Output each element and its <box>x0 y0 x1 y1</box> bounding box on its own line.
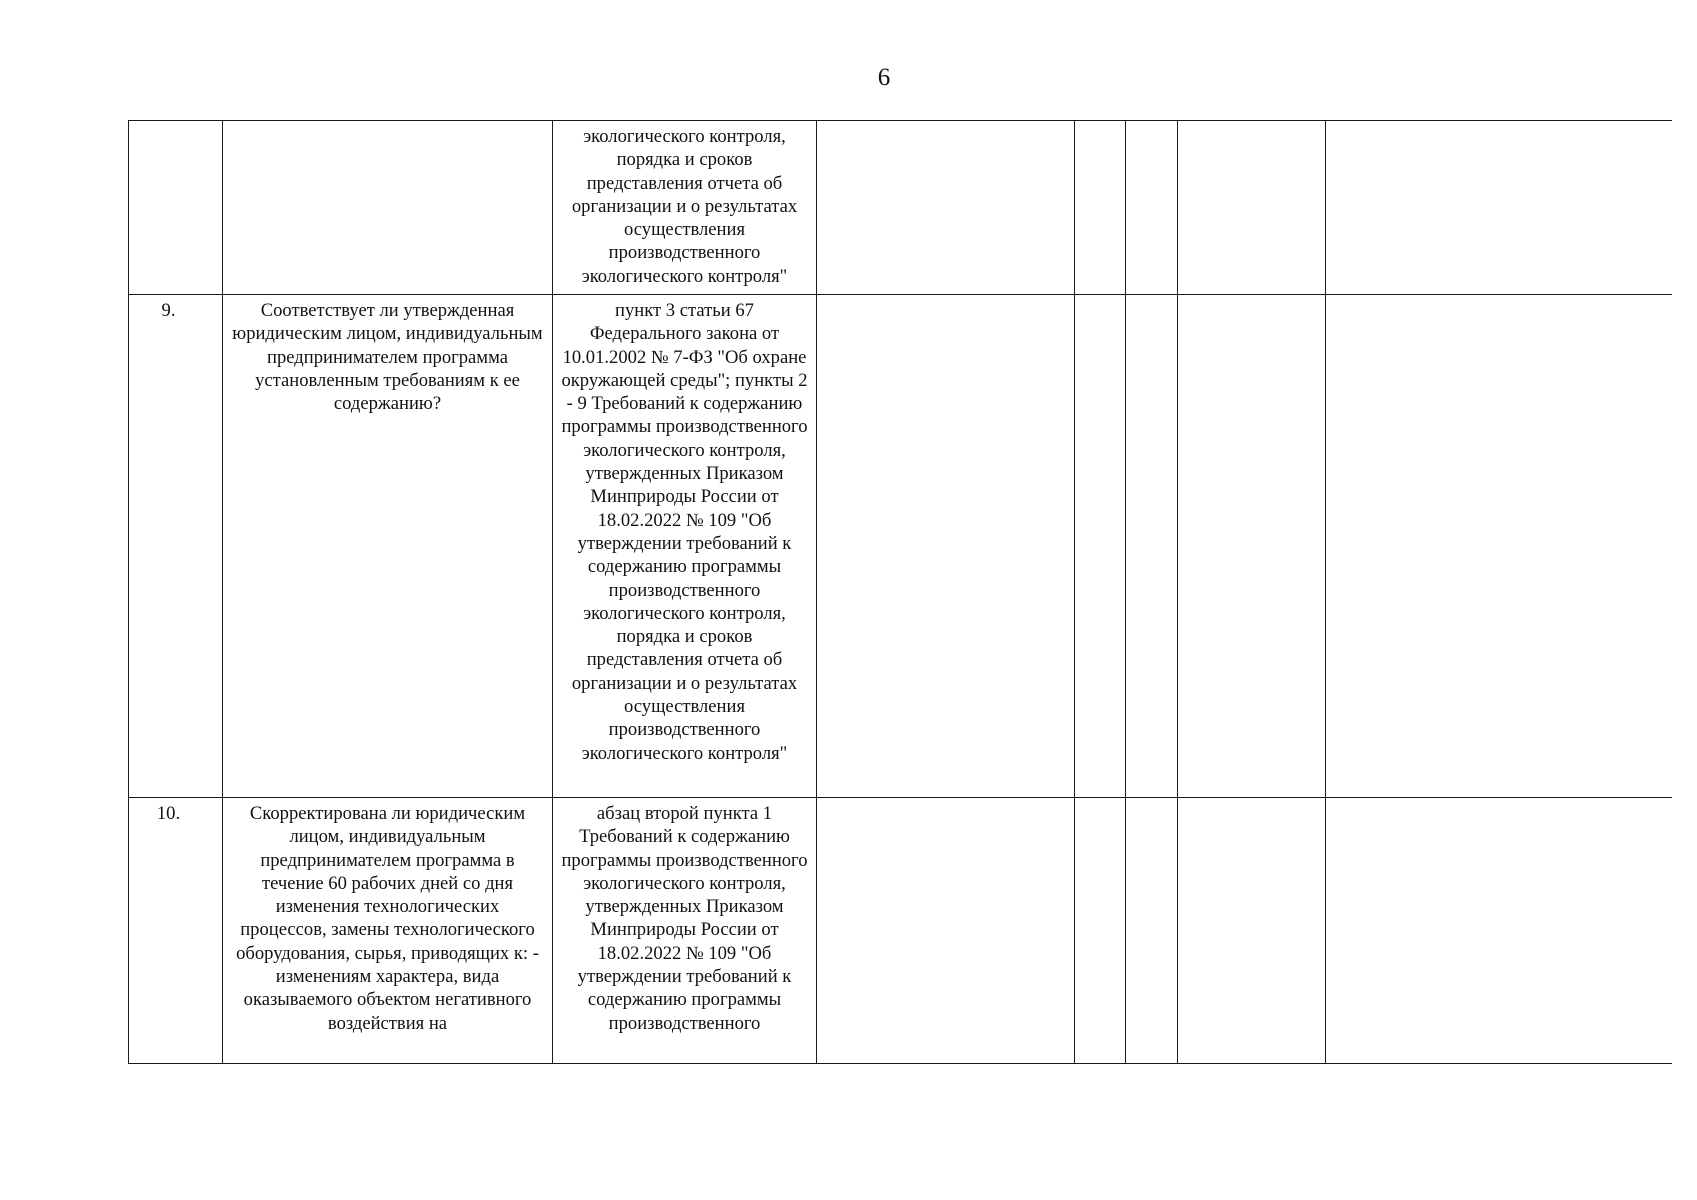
empty-cell <box>1178 121 1326 295</box>
empty-cell <box>1075 295 1126 798</box>
empty-cell <box>817 121 1075 295</box>
empty-cell <box>1326 121 1672 295</box>
empty-cell <box>1126 295 1178 798</box>
empty-cell <box>817 295 1075 798</box>
empty-cell <box>1075 121 1126 295</box>
empty-cell <box>1326 295 1672 798</box>
question-cell: Соответствует ли утвержденная юридическим лицом, индивидуальным предпринимателем программа установленным требованиям к ее содержанию? <box>223 295 553 798</box>
question-cell <box>223 121 553 295</box>
requirement-cell: абзац второй пункта 1 Требований к содержанию программы производственного экологического контроля, утвержденных Приказом Минприроды России от 18.02.2022 № 109 "Об утверждении требований к содержанию программы производственного <box>553 798 817 1064</box>
empty-cell <box>1126 121 1178 295</box>
empty-cell <box>1178 295 1326 798</box>
question-cell: Скорректирована ли юридическим лицом, индивидуальным предпринимателем программа в течение 60 рабочих дней со дня изменения технологических процессов, замены технологического оборудования, сырья, приводящих к: - изменениям характера, вида оказываемого объектом негативного воздействия на <box>223 798 553 1064</box>
requirement-cell: экологического контроля, порядка и сроков представления отчета об организации и о результатах осуществления производственного экологического контроля" <box>553 121 817 295</box>
table-row <box>129 798 1672 1064</box>
table-row <box>129 121 1672 295</box>
item-number-cell <box>129 121 223 295</box>
empty-cell <box>817 798 1075 1064</box>
empty-cell <box>1178 798 1326 1064</box>
table-row <box>129 295 1672 798</box>
empty-cell <box>1326 798 1672 1064</box>
checklist-table <box>128 120 1672 1064</box>
empty-cell <box>1126 798 1178 1064</box>
item-number-cell: 9. <box>129 295 223 798</box>
empty-cell <box>1075 798 1126 1064</box>
requirement-cell: пункт 3 статьи 67 Федерального закона от 10.01.2002 № 7-ФЗ "Об охране окружающей среды"; пункты 2 - 9 Требований к содержанию программы производственного экологического контроля, утвержденных Приказом Минприроды России от 18.02.2022 № 109 "Об утверждении требований к содержанию программы производственного экологического контроля, порядка и сроков представления отчета об организации и о результатах осуществления производственного экологического контроля" <box>553 295 817 798</box>
page-number: 6 <box>877 64 891 91</box>
item-number-cell: 10. <box>129 798 223 1064</box>
